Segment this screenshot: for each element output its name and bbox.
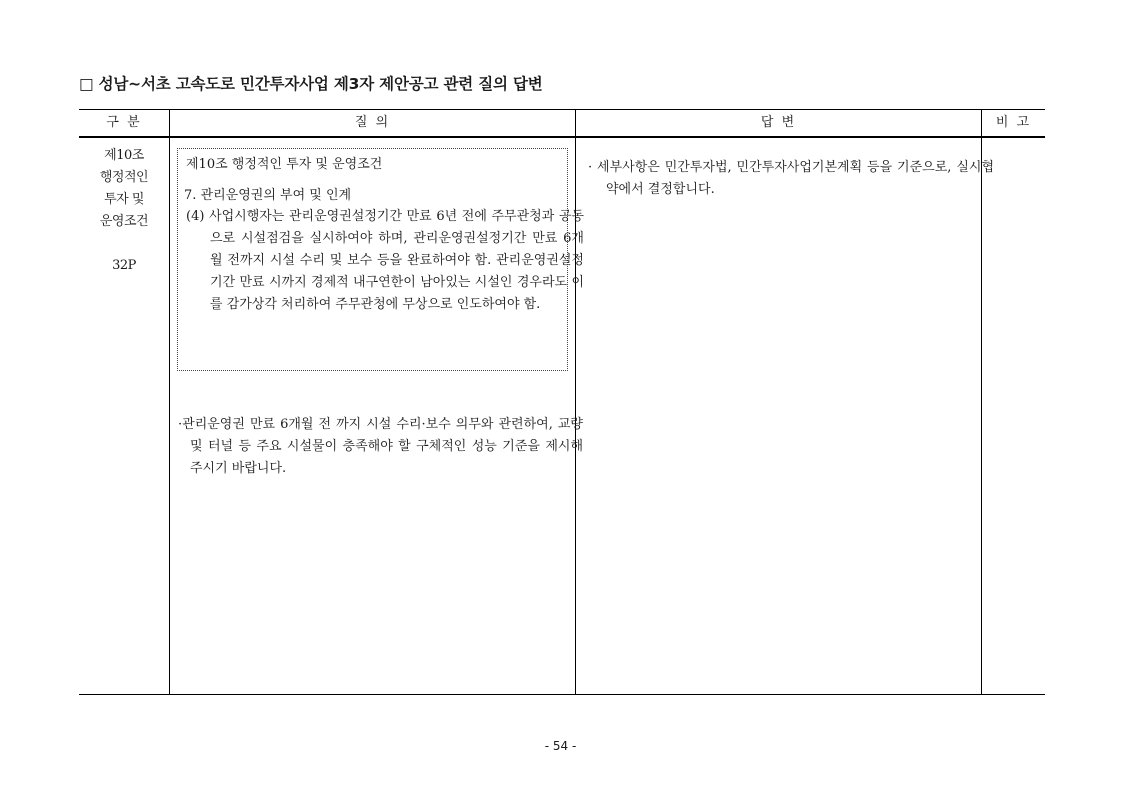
question-text: ·관리운영권 만료 6개월 전 까지 시설 수리·보수 의무와 관련하여, 교량 및 터널 등 주요 시설물이 충족해야 할 구체적인 성능 기준을 제시해 주시기 바랍니다.: [178, 417, 583, 476]
header-remarks: 비 고: [995, 115, 1032, 130]
clause-body: (4) 사업시행자는 관리운영권설정기간 만료 6년 전에 주무관청과 공동으로 시설점검을 실시하여야 하며, 관리운영권설정기간 만료 6개월 전까지 시설 수리 및 보수 등을 완료하여야 함. 관리운영권설정기간 만료 시까지 경제적 내구연한이 남아있는 시설인 경우라도 이를 감가상각 처리하여 주무관청에 무상으로 인도하여야 함.: [186, 209, 584, 312]
quoted-clause-box: [177, 148, 584, 371]
header-category: 구 분: [106, 115, 142, 130]
column-divider-2: [575, 109, 576, 695]
clause-subtitle: 7. 관리운영권의 부여 및 인계: [184, 188, 352, 203]
category-cell: [79, 145, 169, 277]
category-line: 투자 및: [104, 192, 144, 207]
category-line: 제10조: [104, 148, 144, 163]
page-reference: 32P: [112, 258, 136, 273]
category-line: 운영조건: [99, 214, 149, 229]
header-answer: 답 변: [760, 115, 797, 130]
document-title: □ 성남~서초 고속도로 민간투자사업 제3자 제안공고 관련 질의 답변: [79, 75, 543, 93]
table-bottom-rule: [79, 694, 1045, 695]
header-question: 질 의: [354, 115, 391, 130]
clause-title: 제10조 행정적인 투자 및 운영조건: [186, 157, 383, 172]
answer-text: · 세부사항은 민간투자법, 민간투자사업기본계획 등을 기준으로, 실시협약에서 결정합니다.: [588, 160, 994, 197]
page-number: - 54 -: [544, 739, 577, 753]
table-header-rule: [79, 136, 1045, 138]
category-line: 행정적인: [99, 170, 149, 185]
column-divider-1: [169, 109, 170, 695]
table-top-rule: [79, 109, 1045, 110]
